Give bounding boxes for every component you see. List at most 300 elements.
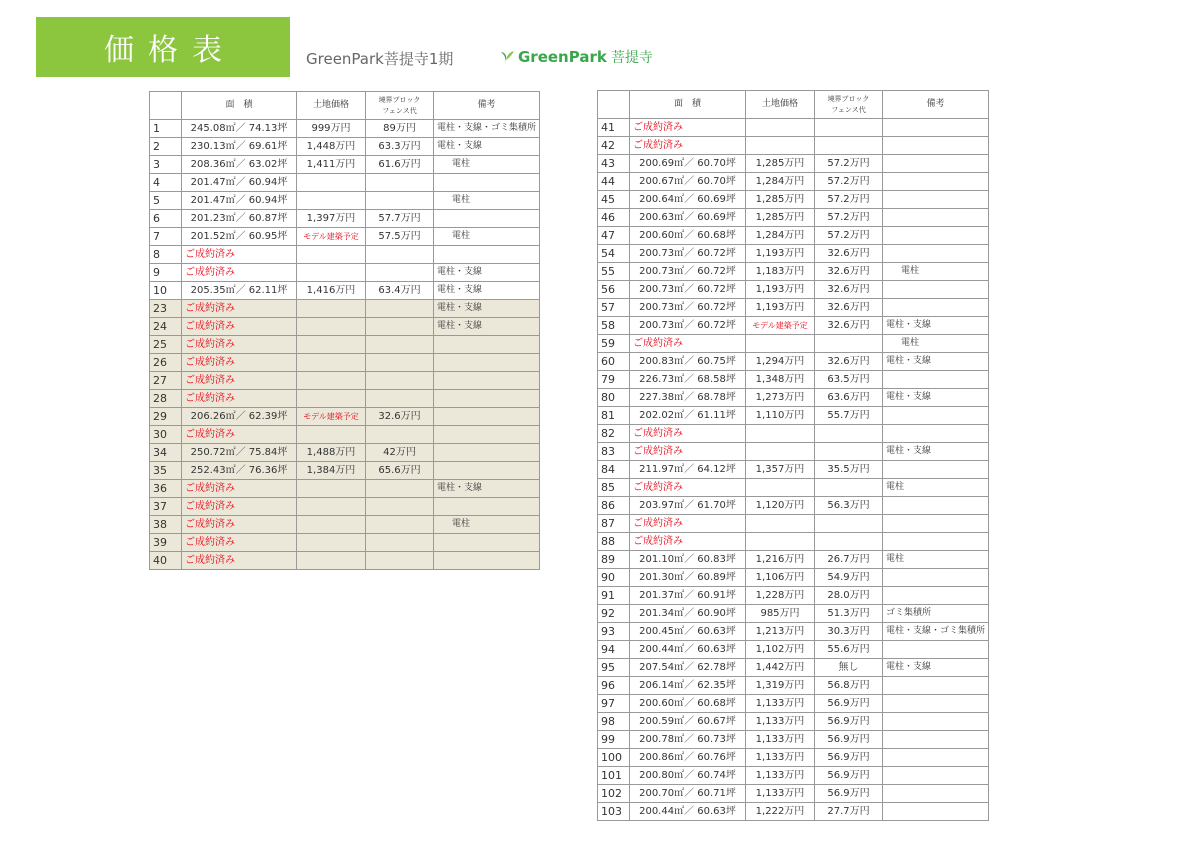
land-price: 1,102万円 — [746, 641, 815, 659]
table-row — [598, 497, 989, 515]
lot-area: 200.73㎡／ 60.72坪 — [630, 281, 746, 299]
fence-cost — [815, 515, 883, 533]
fence-cost — [366, 318, 434, 336]
lot-note — [434, 462, 540, 480]
table-row — [598, 605, 989, 623]
fence-cost — [815, 533, 883, 551]
land-price — [297, 264, 366, 282]
lot-note: 電柱 — [434, 516, 540, 534]
fence-cost: 57.2万円 — [815, 227, 883, 245]
lot-note: 電柱・支線 — [883, 317, 989, 335]
lot-area: 200.45㎡／ 60.63坪 — [630, 623, 746, 641]
lot-note — [883, 245, 989, 263]
land-price: 1,488万円 — [297, 444, 366, 462]
lot-area: 201.52㎡／ 60.95坪 — [182, 228, 297, 246]
price-table-right — [597, 90, 989, 821]
land-price — [297, 174, 366, 192]
lot-area: 200.60㎡／ 60.68坪 — [630, 227, 746, 245]
lot-number: 83 — [598, 443, 630, 461]
table-row — [598, 623, 989, 641]
fence-cost: 56.8万円 — [815, 677, 883, 695]
fence-cost — [366, 372, 434, 390]
land-price: 985万円 — [746, 605, 815, 623]
lot-note — [883, 641, 989, 659]
page-title: 価格表 — [36, 17, 290, 77]
lot-note — [434, 372, 540, 390]
sold-status: ご成約済み — [630, 443, 746, 461]
sold-status: ご成約済み — [182, 552, 297, 570]
land-price — [746, 137, 815, 155]
land-price: 1,133万円 — [746, 731, 815, 749]
fence-cost — [366, 192, 434, 210]
lot-number: 27 — [150, 372, 182, 390]
lot-number: 9 — [150, 264, 182, 282]
lot-number: 38 — [150, 516, 182, 534]
lot-note: 電柱・支線 — [434, 282, 540, 300]
lot-area: 203.97㎡／ 61.70坪 — [630, 497, 746, 515]
table-row — [598, 677, 989, 695]
table-row — [150, 390, 540, 408]
table-row — [150, 516, 540, 534]
lot-number: 89 — [598, 551, 630, 569]
lot-number: 55 — [598, 263, 630, 281]
lot-area: 200.73㎡／ 60.72坪 — [630, 299, 746, 317]
lot-note — [434, 408, 540, 426]
lot-number: 43 — [598, 155, 630, 173]
lot-number: 26 — [150, 354, 182, 372]
lot-note: 電柱 — [434, 192, 540, 210]
table-row — [598, 551, 989, 569]
lot-area: 200.83㎡／ 60.75坪 — [630, 353, 746, 371]
lot-number: 95 — [598, 659, 630, 677]
land-price: 1,133万円 — [746, 695, 815, 713]
land-price — [746, 515, 815, 533]
fence-cost: 35.5万円 — [815, 461, 883, 479]
model-plan-label: モデル建築予定 — [297, 228, 366, 246]
lot-number: 29 — [150, 408, 182, 426]
sold-status: ご成約済み — [182, 498, 297, 516]
lot-note — [883, 803, 989, 821]
lot-note — [434, 552, 540, 570]
lot-area: 211.97㎡／ 64.12坪 — [630, 461, 746, 479]
lot-number: 2 — [150, 138, 182, 156]
lot-number: 56 — [598, 281, 630, 299]
land-price — [297, 318, 366, 336]
fence-cost: 55.7万円 — [815, 407, 883, 425]
table-row — [598, 317, 989, 335]
table-row — [598, 659, 989, 677]
sold-status: ご成約済み — [182, 336, 297, 354]
lot-number: 34 — [150, 444, 182, 462]
table-row — [598, 389, 989, 407]
table-row — [598, 695, 989, 713]
lot-number: 40 — [150, 552, 182, 570]
fence-cost: 27.7万円 — [815, 803, 883, 821]
land-price: 1,120万円 — [746, 497, 815, 515]
table-row — [598, 803, 989, 821]
sold-status: ご成約済み — [182, 390, 297, 408]
lot-note — [883, 119, 989, 137]
land-price — [297, 246, 366, 264]
lot-number: 36 — [150, 480, 182, 498]
lot-area: 207.54㎡／ 62.78坪 — [630, 659, 746, 677]
table-header-row — [150, 92, 540, 120]
lot-number: 42 — [598, 137, 630, 155]
lot-note: 電柱 — [434, 156, 540, 174]
table-row — [150, 228, 540, 246]
land-price — [297, 390, 366, 408]
land-price — [297, 516, 366, 534]
sold-status: ご成約済み — [182, 318, 297, 336]
lot-area: 200.44㎡／ 60.63坪 — [630, 641, 746, 659]
table-row — [598, 641, 989, 659]
header-fence: 境界ブロック フェンス代 — [815, 91, 883, 119]
lot-number: 79 — [598, 371, 630, 389]
fence-cost: 28.0万円 — [815, 587, 883, 605]
sold-status: ご成約済み — [630, 515, 746, 533]
fence-cost — [366, 336, 434, 354]
table-row — [598, 263, 989, 281]
table-row — [150, 120, 540, 138]
land-price: 1,384万円 — [297, 462, 366, 480]
model-plan-label: モデル建築予定 — [297, 408, 366, 426]
land-price: 1,228万円 — [746, 587, 815, 605]
table-row — [598, 173, 989, 191]
lot-area: 202.02㎡／ 61.11坪 — [630, 407, 746, 425]
lot-number: 24 — [150, 318, 182, 336]
lot-number: 103 — [598, 803, 630, 821]
land-price: 1,442万円 — [746, 659, 815, 677]
lot-number: 8 — [150, 246, 182, 264]
fence-cost: 56.9万円 — [815, 695, 883, 713]
lot-number: 82 — [598, 425, 630, 443]
lot-area: 245.08㎡／ 74.13坪 — [182, 120, 297, 138]
table-row — [150, 354, 540, 372]
lot-note — [883, 407, 989, 425]
fence-cost: 32.6万円 — [366, 408, 434, 426]
table-row — [150, 462, 540, 480]
sold-status: ご成約済み — [182, 534, 297, 552]
model-plan-label: モデル建築予定 — [746, 317, 815, 335]
lot-number: 46 — [598, 209, 630, 227]
fence-cost: 56.9万円 — [815, 731, 883, 749]
land-price: 1,285万円 — [746, 155, 815, 173]
table-row — [150, 246, 540, 264]
lot-number: 85 — [598, 479, 630, 497]
fence-cost — [366, 534, 434, 552]
lot-note: 電柱・支線 — [434, 318, 540, 336]
fence-cost: 51.3万円 — [815, 605, 883, 623]
lot-note — [883, 209, 989, 227]
table-row — [598, 425, 989, 443]
lot-number: 45 — [598, 191, 630, 209]
fence-cost: 63.4万円 — [366, 282, 434, 300]
fence-cost: 56.9万円 — [815, 713, 883, 731]
fence-cost — [366, 264, 434, 282]
table-header-row — [598, 91, 989, 119]
sold-status: ご成約済み — [182, 300, 297, 318]
table-row — [598, 533, 989, 551]
lot-number: 97 — [598, 695, 630, 713]
land-price — [297, 372, 366, 390]
land-price: 1,193万円 — [746, 299, 815, 317]
fence-cost: 57.7万円 — [366, 210, 434, 228]
lot-note — [434, 354, 540, 372]
table-row — [598, 155, 989, 173]
land-price — [746, 533, 815, 551]
table-row — [598, 713, 989, 731]
sold-status: ご成約済み — [630, 137, 746, 155]
land-price — [297, 480, 366, 498]
lot-note — [883, 677, 989, 695]
land-price: 1,285万円 — [746, 191, 815, 209]
lot-note — [883, 137, 989, 155]
land-price: 1,133万円 — [746, 767, 815, 785]
table-row — [150, 426, 540, 444]
lot-number: 6 — [150, 210, 182, 228]
lot-area: 226.73㎡／ 68.58坪 — [630, 371, 746, 389]
fence-cost: 63.5万円 — [815, 371, 883, 389]
table-row — [598, 335, 989, 353]
table-row — [598, 731, 989, 749]
lot-number: 80 — [598, 389, 630, 407]
lot-note: 電柱・支線 — [434, 138, 540, 156]
lot-note — [883, 173, 989, 191]
greenpark-logo — [496, 47, 653, 67]
lot-note — [883, 191, 989, 209]
lot-note — [883, 515, 989, 533]
header-fence: 境界ブロック フェンス代 — [366, 92, 434, 120]
table-row — [598, 587, 989, 605]
lot-number: 58 — [598, 317, 630, 335]
lot-note: 電柱 — [883, 263, 989, 281]
sold-status: ご成約済み — [182, 426, 297, 444]
table-row — [150, 138, 540, 156]
lot-note: 電柱・支線 — [883, 443, 989, 461]
land-price: 1,133万円 — [746, 749, 815, 767]
lot-number: 23 — [150, 300, 182, 318]
land-price: 1,273万円 — [746, 389, 815, 407]
lot-area: 201.30㎡／ 60.89坪 — [630, 569, 746, 587]
land-price — [746, 119, 815, 137]
header-price: 土地価格 — [746, 91, 815, 119]
fence-cost: 57.2万円 — [815, 209, 883, 227]
table-row — [150, 192, 540, 210]
land-price — [297, 498, 366, 516]
fence-cost: 32.6万円 — [815, 353, 883, 371]
lot-number: 30 — [150, 426, 182, 444]
sold-status: ご成約済み — [182, 354, 297, 372]
table-row — [598, 479, 989, 497]
fence-cost: 32.6万円 — [815, 263, 883, 281]
table-row — [150, 156, 540, 174]
lot-number: 47 — [598, 227, 630, 245]
fence-cost: 32.6万円 — [815, 299, 883, 317]
lot-number: 41 — [598, 119, 630, 137]
lot-area: 200.44㎡／ 60.63坪 — [630, 803, 746, 821]
lot-note — [434, 390, 540, 408]
header-area: 面 積 — [630, 91, 746, 119]
lot-area: 201.23㎡／ 60.87坪 — [182, 210, 297, 228]
land-price: 1,110万円 — [746, 407, 815, 425]
header-no — [150, 92, 182, 120]
table-row — [598, 443, 989, 461]
table-row — [598, 299, 989, 317]
lot-number: 35 — [150, 462, 182, 480]
lot-note: 電柱・支線 — [883, 389, 989, 407]
fence-cost: 54.9万円 — [815, 569, 883, 587]
table-row — [150, 480, 540, 498]
lot-note: 電柱 — [883, 551, 989, 569]
table-row — [598, 371, 989, 389]
fence-cost: 56.9万円 — [815, 785, 883, 803]
lot-number: 102 — [598, 785, 630, 803]
land-price: 1,133万円 — [746, 713, 815, 731]
land-price: 1,133万円 — [746, 785, 815, 803]
header-area: 面 積 — [182, 92, 297, 120]
table-row — [598, 569, 989, 587]
table-row — [150, 408, 540, 426]
lot-note — [883, 227, 989, 245]
logo-text: GreenPark — [518, 48, 607, 66]
lot-number: 28 — [150, 390, 182, 408]
fence-cost: 57.2万円 — [815, 155, 883, 173]
lot-number: 91 — [598, 587, 630, 605]
lot-number: 59 — [598, 335, 630, 353]
table-row — [598, 515, 989, 533]
fence-cost: 57.2万円 — [815, 173, 883, 191]
lot-area: 205.35㎡／ 62.11坪 — [182, 282, 297, 300]
land-price: 1,106万円 — [746, 569, 815, 587]
lot-area: 206.26㎡／ 62.39坪 — [182, 408, 297, 426]
fence-cost: 無し — [815, 659, 883, 677]
table-row — [150, 552, 540, 570]
fence-cost: 32.6万円 — [815, 245, 883, 263]
header-no — [598, 91, 630, 119]
land-price — [297, 300, 366, 318]
table-row — [150, 534, 540, 552]
lot-number: 99 — [598, 731, 630, 749]
lot-number: 90 — [598, 569, 630, 587]
table-row — [150, 210, 540, 228]
land-price: 1,294万円 — [746, 353, 815, 371]
lot-area: 200.69㎡／ 60.70坪 — [630, 155, 746, 173]
lot-area: 250.72㎡／ 75.84坪 — [182, 444, 297, 462]
land-price: 1,222万円 — [746, 803, 815, 821]
land-price — [297, 192, 366, 210]
lot-note — [883, 533, 989, 551]
lot-area: 201.10㎡／ 60.83坪 — [630, 551, 746, 569]
table-row — [150, 300, 540, 318]
table-row — [598, 749, 989, 767]
fence-cost — [815, 119, 883, 137]
table-row — [598, 227, 989, 245]
land-price — [746, 479, 815, 497]
fence-cost: 63.3万円 — [366, 138, 434, 156]
land-price: 1,216万円 — [746, 551, 815, 569]
lot-note — [434, 498, 540, 516]
table-row — [150, 174, 540, 192]
lot-number: 5 — [150, 192, 182, 210]
land-price: 1,319万円 — [746, 677, 815, 695]
fence-cost — [815, 443, 883, 461]
lot-number: 101 — [598, 767, 630, 785]
land-price: 1,213万円 — [746, 623, 815, 641]
lot-note — [883, 371, 989, 389]
lot-note — [434, 246, 540, 264]
lot-note: 電柱 — [883, 479, 989, 497]
land-price: 1,193万円 — [746, 281, 815, 299]
fence-cost — [366, 300, 434, 318]
lot-number: 98 — [598, 713, 630, 731]
fence-cost: 55.6万円 — [815, 641, 883, 659]
land-price: 999万円 — [297, 120, 366, 138]
table-row — [598, 137, 989, 155]
fence-cost — [815, 479, 883, 497]
project-subtitle: GreenPark菩提寺1期 — [306, 50, 454, 68]
lot-note: 電柱 — [434, 228, 540, 246]
price-table-left — [149, 91, 540, 570]
lot-area: 200.73㎡／ 60.72坪 — [630, 245, 746, 263]
table-row — [598, 785, 989, 803]
table-row — [150, 372, 540, 390]
leaf-icon — [496, 47, 516, 67]
fence-cost — [366, 498, 434, 516]
table-row — [598, 767, 989, 785]
fence-cost: 63.6万円 — [815, 389, 883, 407]
lot-note — [434, 426, 540, 444]
logo-subtext: 菩提寺 — [610, 50, 653, 66]
fence-cost — [366, 516, 434, 534]
lot-area: 208.36㎡／ 63.02坪 — [182, 156, 297, 174]
fence-cost: 65.6万円 — [366, 462, 434, 480]
land-price — [297, 426, 366, 444]
fence-cost: 57.5万円 — [366, 228, 434, 246]
lot-number: 94 — [598, 641, 630, 659]
fence-cost — [366, 354, 434, 372]
table-row — [150, 336, 540, 354]
lot-note: 電柱・支線 — [434, 480, 540, 498]
sold-status: ご成約済み — [182, 516, 297, 534]
lot-note — [883, 281, 989, 299]
fence-cost — [366, 552, 434, 570]
lot-number: 1 — [150, 120, 182, 138]
lot-area: 206.14㎡／ 62.35坪 — [630, 677, 746, 695]
lot-area: 201.34㎡／ 60.90坪 — [630, 605, 746, 623]
table-row — [150, 282, 540, 300]
fence-cost — [366, 480, 434, 498]
header-note: 備考 — [883, 91, 989, 119]
lot-number: 57 — [598, 299, 630, 317]
lot-note: 電柱・支線 — [434, 264, 540, 282]
lot-number: 10 — [150, 282, 182, 300]
lot-note: 電柱・支線 — [883, 353, 989, 371]
sold-status: ご成約済み — [182, 480, 297, 498]
land-price: 1,411万円 — [297, 156, 366, 174]
land-price: 1,397万円 — [297, 210, 366, 228]
lot-note — [434, 534, 540, 552]
land-price — [297, 552, 366, 570]
lot-note — [434, 210, 540, 228]
lot-area: 200.73㎡／ 60.72坪 — [630, 263, 746, 281]
lot-area: 227.38㎡／ 68.78坪 — [630, 389, 746, 407]
land-price: 1,357万円 — [746, 461, 815, 479]
lot-note — [883, 425, 989, 443]
fence-cost: 56.9万円 — [815, 749, 883, 767]
fence-cost — [366, 390, 434, 408]
fence-cost: 30.3万円 — [815, 623, 883, 641]
table-row — [598, 407, 989, 425]
